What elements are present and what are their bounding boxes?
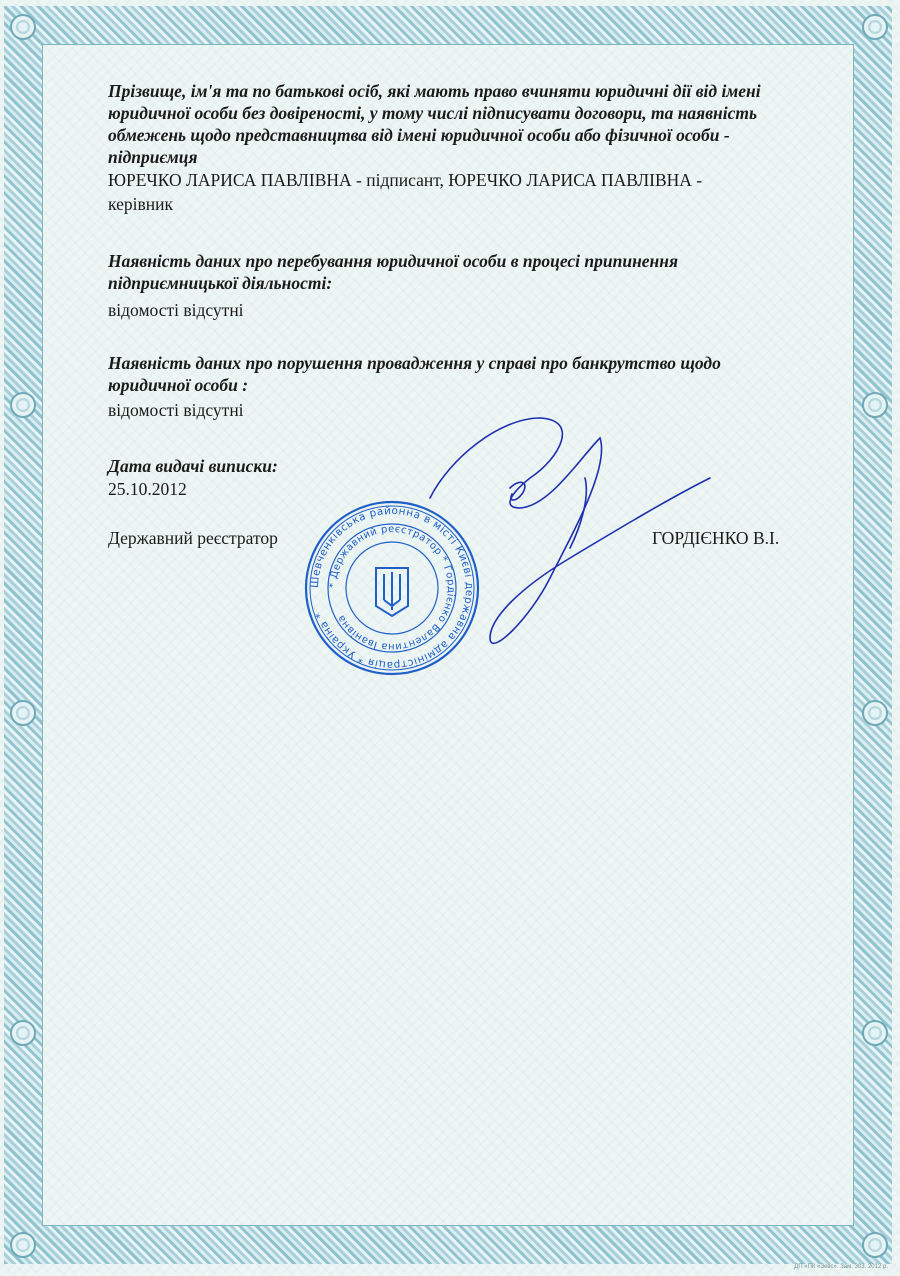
handwritten-signature [410,398,730,658]
section-heading: Дата видачі виписки: [108,456,278,476]
section-heading: Наявність даних про перебування юридичної особи в процесі припинення підприємницької діяльності: [108,251,679,293]
section-value: ЮРЕЧКО ЛАРИСА ПАВЛІВНА - підписант, ЮРЕЧКО ЛАРИСА ПАВЛІВНА - керівник [108,170,703,214]
section-value: 25.10.2012 [108,479,187,499]
stamp-inner-text: * Державний реєстратор * Гордієнко Валентина Іванівна [327,523,457,653]
section-heading: Прізвище, ім'я та по батькові осіб, які мають право вчиняти юридичні дії від імені юридичної особи без довіреності, у тому числі підписувати договори, та наявність обмежень щодо представництва від імені юридичної особи або фізичної особи - підприємця [108,81,761,167]
termination-section [108,250,808,322]
printer-imprint: ДП «ПК «Зевс». Зам. 303. 2012 р. [794,1264,888,1270]
registrar-name: ГОРДІЄНКО В.І. [652,528,780,548]
trident-emblem-icon [376,568,408,616]
section-heading: Наявність даних про порушення провадження у справі про банкрутство щодо юридичної особи : [108,353,721,395]
registrar-label: Державний реєстратор [108,528,278,548]
authorized-persons-section [108,80,808,216]
section-value: відомості відсутні [108,400,244,420]
stamp-outer-text: Шевченківська районна в місті Києві державна адміністрація * Україна * [308,504,476,672]
section-value: відомості відсутні [108,300,244,320]
